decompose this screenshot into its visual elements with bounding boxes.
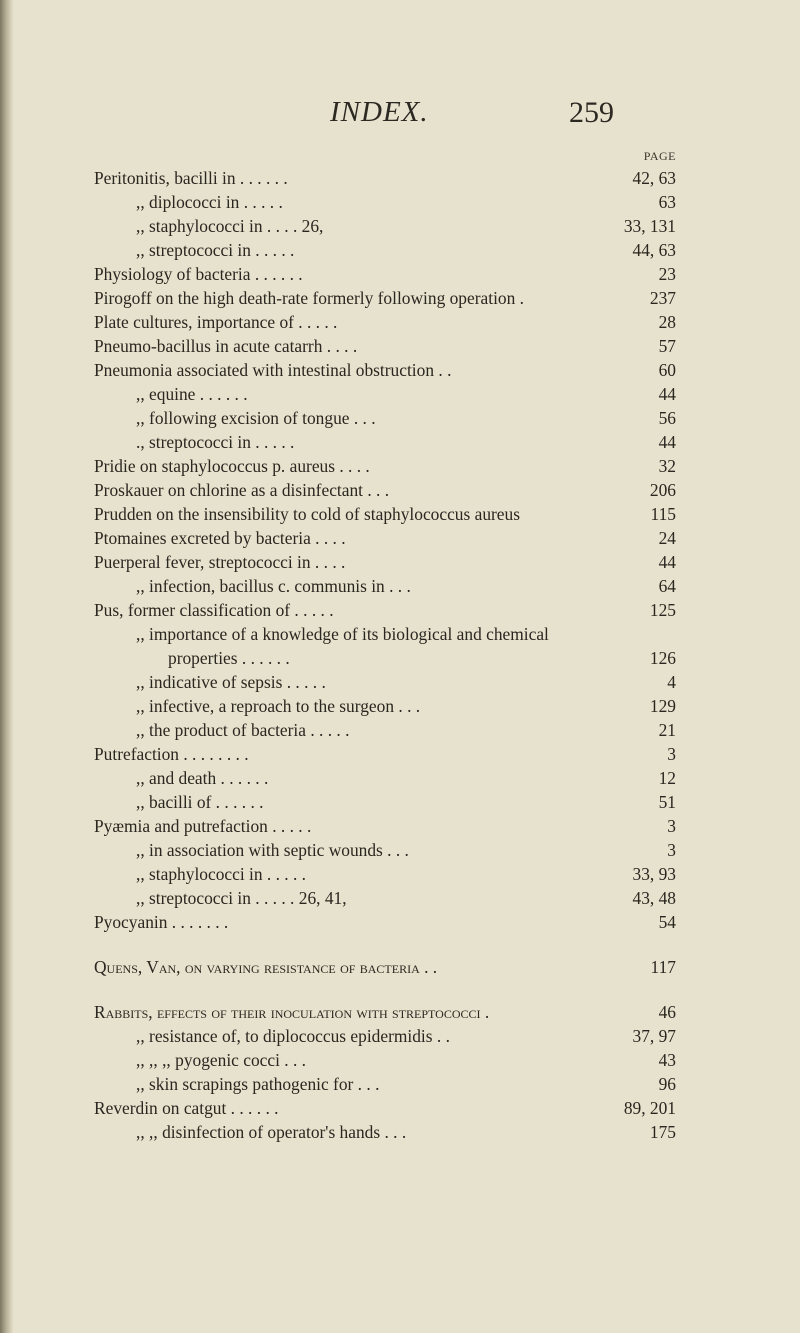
entry-text: ,, staphylococci in . . . . . bbox=[136, 864, 307, 884]
entry-pages: 44 bbox=[658, 432, 676, 452]
entry-pages: 42, 63 bbox=[632, 168, 676, 188]
entry-text: ., streptococci in . . . . . bbox=[136, 432, 295, 452]
index-entry bbox=[0, 694, 800, 718]
page-number: 259 bbox=[569, 96, 614, 129]
entry-text: Proskauer on chlorine as a disinfectant . . . bbox=[94, 480, 390, 500]
index-entry bbox=[0, 670, 800, 694]
entry-pages: 44, 63 bbox=[632, 240, 676, 260]
index-entry bbox=[0, 838, 800, 862]
entry-pages: 115 bbox=[650, 504, 676, 524]
entry-pages: 4 bbox=[667, 672, 676, 692]
index-entry bbox=[0, 1072, 800, 1096]
entry-pages: 96 bbox=[658, 1074, 676, 1094]
entry-pages: 44 bbox=[658, 552, 676, 572]
index-entry bbox=[0, 910, 800, 934]
index-entry bbox=[0, 214, 800, 238]
index-entry bbox=[0, 166, 800, 190]
index-entry bbox=[0, 886, 800, 910]
page-column-label: PAGE bbox=[643, 149, 676, 163]
entry-pages: 3 bbox=[667, 816, 676, 836]
index-entry bbox=[0, 406, 800, 430]
entry-pages: 33, 93 bbox=[632, 864, 676, 884]
entry-text: Pridie on staphylococcus p. aureus . . . . bbox=[94, 456, 370, 476]
entry-text: ,, staphylococci in . . . . 26, bbox=[136, 216, 324, 236]
entry-text: ,, importance of a knowledge of its biological and chemical bbox=[136, 624, 549, 644]
index-entry bbox=[0, 478, 800, 502]
entry-pages: 57 bbox=[658, 336, 676, 356]
entry-text: ,, diplococci in . . . . . bbox=[136, 192, 283, 212]
entry-text: Ptomaines excreted by bacteria . . . . bbox=[94, 528, 346, 548]
index-entry bbox=[0, 334, 800, 358]
entry-pages: 24 bbox=[658, 528, 676, 548]
entry-pages: 43 bbox=[658, 1050, 676, 1070]
index-entry bbox=[0, 190, 800, 214]
entry-text: ,, in association with septic wounds . . . bbox=[136, 840, 409, 860]
index-entry bbox=[0, 382, 800, 406]
index-entry bbox=[0, 718, 800, 742]
entry-text: ,, infection, bacillus c. communis in . . . bbox=[136, 576, 411, 596]
entry-pages: 23 bbox=[658, 264, 676, 284]
entry-text: Pyocyanin . . . . . . . bbox=[94, 912, 229, 932]
entry-text: ,, equine . . . . . . bbox=[136, 384, 248, 404]
index-entry bbox=[0, 574, 800, 598]
entry-pages: 206 bbox=[649, 480, 676, 500]
entry-text: ,, indicative of sepsis . . . . . bbox=[136, 672, 326, 692]
entry-pages: 60 bbox=[658, 360, 676, 380]
index-entry bbox=[0, 862, 800, 886]
index-entry bbox=[0, 1096, 800, 1120]
entry-pages: 126 bbox=[649, 648, 676, 668]
entry-pages: 63 bbox=[658, 192, 676, 212]
index-entry bbox=[0, 1000, 800, 1024]
entry-text: Reverdin on catgut . . . . . . bbox=[94, 1098, 279, 1118]
entry-pages: 3 bbox=[667, 840, 676, 860]
index-entry bbox=[0, 1024, 800, 1048]
entry-text: ,, and death . . . . . . bbox=[136, 768, 269, 788]
index-entry bbox=[0, 286, 800, 310]
entry-text: ,, bacilli of . . . . . . bbox=[136, 792, 264, 812]
entry-pages: 51 bbox=[658, 792, 676, 812]
entry-text: properties . . . . . . bbox=[168, 648, 290, 668]
entry-text: ,, the product of bacteria . . . . . bbox=[136, 720, 350, 740]
entry-pages: 54 bbox=[658, 912, 676, 932]
running-header bbox=[0, 96, 800, 136]
entry-text: ,, infective, a reproach to the surgeon . . . bbox=[136, 696, 421, 716]
entry-pages: 129 bbox=[649, 696, 676, 716]
index-entry bbox=[0, 550, 800, 574]
entry-pages: 37, 97 bbox=[632, 1026, 676, 1046]
entry-text: ,, following excision of tongue . . . bbox=[136, 408, 376, 428]
index-entry bbox=[0, 814, 800, 838]
entry-text: Pyæmia and putrefaction . . . . . bbox=[94, 816, 312, 836]
entry-text: Puerperal fever, streptococci in . . . . bbox=[94, 552, 346, 572]
index-entry bbox=[0, 430, 800, 454]
entry-pages: 175 bbox=[649, 1122, 676, 1142]
entry-pages: 44 bbox=[658, 384, 676, 404]
entry-text: Pirogoff on the high death-rate formerly following operation . bbox=[94, 288, 524, 308]
index-entry bbox=[0, 526, 800, 550]
entry-text: Pus, former classification of . . . . . bbox=[94, 600, 334, 620]
entry-text: Putrefaction . . . . . . . . bbox=[94, 744, 249, 764]
page-title: INDEX. bbox=[330, 96, 429, 128]
entry-text: Pneumonia associated with intestinal obstruction . . bbox=[94, 360, 452, 380]
entry-pages: 237 bbox=[649, 288, 676, 308]
entry-text: ,, skin scrapings pathogenic for . . . bbox=[136, 1074, 380, 1094]
entry-text: Peritonitis, bacilli in . . . . . . bbox=[94, 168, 288, 188]
entry-pages: 32 bbox=[658, 456, 676, 476]
entry-text: ,, streptococci in . . . . . 26, 41, bbox=[136, 888, 347, 908]
index-entry bbox=[0, 790, 800, 814]
entry-pages: 117 bbox=[650, 957, 676, 977]
entry-text: Rabbits, effects of their inoculation with streptococci . bbox=[94, 1002, 490, 1022]
index-entry bbox=[0, 598, 800, 622]
index-entry bbox=[0, 1048, 800, 1072]
index-entry bbox=[0, 358, 800, 382]
entry-text: ,, resistance of, to diplococcus epidermidis . . bbox=[136, 1026, 450, 1046]
index-entry bbox=[0, 262, 800, 286]
index-entry bbox=[0, 310, 800, 334]
entry-pages: 3 bbox=[667, 744, 676, 764]
entry-text: Prudden on the insensibility to cold of staphylococcus aureus bbox=[94, 504, 520, 524]
index-entry bbox=[0, 742, 800, 766]
entry-text: Pneumo-bacillus in acute catarrh . . . . bbox=[94, 336, 358, 356]
entry-text: ,, ,, ,, pyogenic cocci . . . bbox=[136, 1050, 306, 1070]
entry-text: ,, ,, disinfection of operator's hands . . . bbox=[136, 1122, 407, 1142]
entry-pages: 56 bbox=[658, 408, 676, 428]
index-entry bbox=[0, 955, 800, 979]
entry-pages: 125 bbox=[649, 600, 676, 620]
entry-pages: 64 bbox=[658, 576, 676, 596]
entry-pages: 28 bbox=[658, 312, 676, 332]
index-entry bbox=[0, 766, 800, 790]
index-entry bbox=[0, 238, 800, 262]
index-entry bbox=[0, 622, 800, 646]
entry-text: Quens, Van, on varying resistance of bacteria . . bbox=[94, 957, 438, 977]
entry-text: Plate cultures, importance of . . . . . bbox=[94, 312, 338, 332]
entry-pages: 33, 131 bbox=[623, 216, 676, 236]
index-entry bbox=[0, 502, 800, 526]
entry-text: ,, streptococci in . . . . . bbox=[136, 240, 295, 260]
index-entry bbox=[0, 454, 800, 478]
index-entry bbox=[0, 646, 800, 670]
entry-pages: 89, 201 bbox=[623, 1098, 676, 1118]
entry-pages: 46 bbox=[658, 1002, 676, 1022]
entry-text: Physiology of bacteria . . . . . . bbox=[94, 264, 303, 284]
entry-pages: 12 bbox=[658, 768, 676, 788]
index-entry bbox=[0, 1120, 800, 1144]
entry-pages: 43, 48 bbox=[632, 888, 676, 908]
entry-pages: 21 bbox=[658, 720, 676, 740]
